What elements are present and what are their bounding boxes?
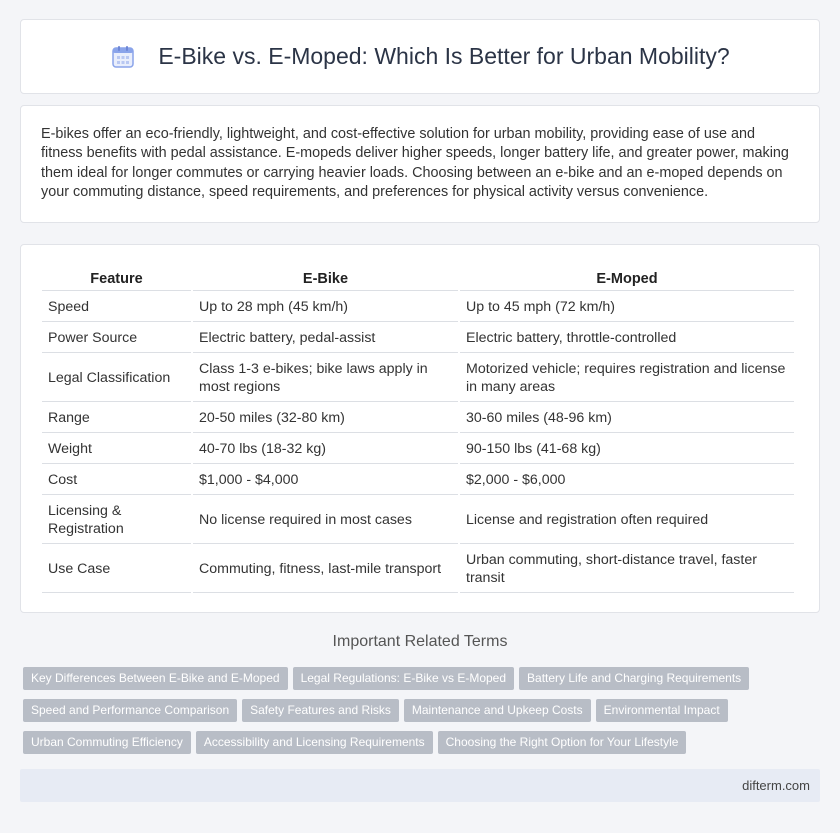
comparison-table-card	[20, 244, 820, 613]
related-terms-heading: Important Related Terms	[332, 633, 508, 650]
header-emoped: E-Moped	[460, 267, 794, 291]
table-cell: Up to 45 mph (72 km/h)	[460, 293, 794, 322]
related-terms-list	[23, 667, 823, 763]
table-header-row	[42, 267, 794, 291]
intro-text: E-bikes offer an eco-friendly, lightweight, and cost-effective solution for urban mobility, providing ease of use and fitness benefits with pedal assistance. E-mopeds deliver higher speeds, longer battery life, and greater power, making them ideal for longer commutes or carrying heavier loads. Choosing between an e-bike and an e-moped depends on your commuting distance, speed requirements, and preferences for physical activity versus convenience.	[41, 126, 789, 200]
table-cell: Weight	[42, 435, 191, 464]
table-cell: Use Case	[42, 546, 191, 593]
table-cell: Legal Classification	[42, 355, 191, 402]
header-ebike: E-Bike	[193, 267, 458, 291]
title-card	[20, 19, 820, 94]
table-cell: Commuting, fitness, last-mile transport	[193, 546, 458, 593]
header-feature: Feature	[42, 267, 191, 291]
related-term-tag[interactable]: Legal Regulations: E-Bike vs E-Moped	[293, 667, 514, 690]
table-cell: Cost	[42, 466, 191, 495]
comparison-table	[40, 265, 796, 595]
table-cell: Electric battery, throttle-controlled	[460, 324, 794, 353]
related-term-tag[interactable]: Choosing the Right Option for Your Lifestyle	[438, 731, 687, 754]
table-row	[42, 435, 794, 464]
table-row	[42, 355, 794, 402]
table-row	[42, 466, 794, 495]
table-cell: No license required in most cases	[193, 497, 458, 544]
intro-card	[20, 105, 820, 223]
related-term-tag[interactable]: Urban Commuting Efficiency	[23, 731, 191, 754]
related-term-tag[interactable]: Battery Life and Charging Requirements	[519, 667, 749, 690]
table-cell: Class 1-3 e-bikes; bike laws apply in most regions	[193, 355, 458, 402]
table-row	[42, 293, 794, 322]
related-term-tag[interactable]: Safety Features and Risks	[242, 699, 399, 722]
table-cell: Power Source	[42, 324, 191, 353]
related-term-tag[interactable]: Accessibility and Licensing Requirements	[196, 731, 433, 754]
table-cell: Urban commuting, short-distance travel, faster transit	[460, 546, 794, 593]
table-cell: 20-50 miles (32-80 km)	[193, 404, 458, 433]
table-cell: License and registration often required	[460, 497, 794, 544]
related-term-tag[interactable]: Key Differences Between E-Bike and E-Moped	[23, 667, 288, 690]
page-title: E-Bike vs. E-Moped: Which Is Better for Urban Mobility?	[158, 43, 730, 69]
footer-site-link[interactable]: difterm.com	[742, 778, 810, 793]
calendar-icon	[110, 44, 136, 70]
table-row	[42, 546, 794, 593]
table-cell: 30-60 miles (48-96 km)	[460, 404, 794, 433]
table-cell: 40-70 lbs (18-32 kg)	[193, 435, 458, 464]
related-term-tag[interactable]: Environmental Impact	[596, 699, 728, 722]
table-cell: $1,000 - $4,000	[193, 466, 458, 495]
table-cell: 90-150 lbs (41-68 kg)	[460, 435, 794, 464]
table-cell: Up to 28 mph (45 km/h)	[193, 293, 458, 322]
table-cell: Motorized vehicle; requires registration and license in many areas	[460, 355, 794, 402]
footer	[20, 769, 820, 802]
related-term-tag[interactable]: Maintenance and Upkeep Costs	[404, 699, 591, 722]
related-term-tag[interactable]: Speed and Performance Comparison	[23, 699, 237, 722]
table-cell: Licensing & Registration	[42, 497, 191, 544]
table-cell: Speed	[42, 293, 191, 322]
table-cell: Electric battery, pedal-assist	[193, 324, 458, 353]
table-cell: Range	[42, 404, 191, 433]
table-row	[42, 497, 794, 544]
table-row	[42, 324, 794, 353]
table-cell: $2,000 - $6,000	[460, 466, 794, 495]
table-row	[42, 404, 794, 433]
